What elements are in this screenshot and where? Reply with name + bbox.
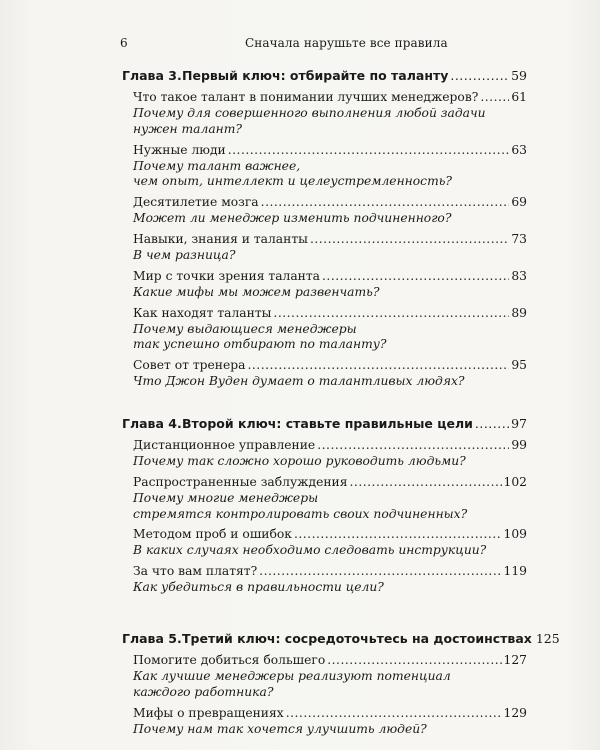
chapter-page-number: 97 (511, 415, 527, 431)
entry-description: Может ли менеджер изменить подчиненного? (133, 211, 452, 226)
chapter-entries (133, 653, 527, 737)
chapter-entries (133, 438, 527, 596)
leader-dots (450, 68, 509, 83)
entry-row (133, 527, 527, 543)
leader-dots (322, 269, 509, 283)
entry-row (133, 269, 527, 285)
toc-entry[interactable] (133, 653, 527, 701)
entry-page-number: 95 (511, 358, 527, 373)
entry-page-number: 89 (511, 305, 527, 320)
entry-row (133, 706, 527, 722)
leader-dots (294, 527, 502, 541)
entry-title: Совет от тренера (133, 358, 246, 373)
toc-entry[interactable] (133, 475, 527, 523)
entry-description: Почему выдающиеся менеджеры (133, 321, 357, 336)
leader-dots (247, 358, 509, 372)
entry-row (133, 90, 527, 106)
chapter-spacer (122, 601, 527, 631)
entry-title: Методом проб и ошибок (133, 527, 292, 542)
page-number: 6 (120, 36, 128, 50)
table-of-contents (122, 68, 560, 742)
entry-title: Мир с точки зрения таланта (133, 268, 321, 283)
entry-page-number: 109 (503, 527, 527, 542)
page-header (105, 36, 510, 52)
entry-page-number: 129 (503, 705, 527, 720)
chapter-label: Глава 5. (122, 630, 182, 646)
entry-page-number: 73 (511, 231, 527, 246)
chapter-entries (133, 90, 527, 390)
entry-description: Как лучшие менеджеры реализуют потенциал (133, 668, 451, 683)
entry-page-number: 99 (511, 437, 527, 452)
chapter-block (122, 630, 560, 737)
leader-dots (261, 195, 510, 209)
entry-page-number: 61 (511, 90, 527, 104)
entry-title: Нужные люди (133, 142, 226, 157)
chapter-block (122, 68, 527, 390)
entry-description: Почему талант важнее, (133, 158, 301, 173)
entry-description: В каких случаях необходимо следовать инструкции? (133, 543, 487, 558)
entry-page-number: 69 (511, 195, 527, 210)
entry-description: Что Джон Вуден думает о талантливых людях? (133, 374, 465, 389)
running-title: Сначала нарушьте все правила (245, 36, 448, 50)
chapter-title: Второй ключ: ставьте правильные цели (182, 415, 473, 431)
entry-description: нужен талант? (133, 121, 243, 136)
entry-description: так успешно отбирают по таланту? (133, 337, 387, 352)
entry-title: Что такое талант в понимании лучших менеджеров? (133, 90, 479, 104)
entry-row (133, 438, 527, 454)
toc-entry[interactable] (133, 306, 527, 354)
entry-title: Распространенные заблуждения (133, 474, 348, 489)
chapter-label: Глава 4. (122, 415, 182, 431)
entry-description: Почему для совершенного выполнения любой задачи (133, 106, 486, 120)
toc-entry[interactable] (133, 195, 527, 227)
leader-dots (327, 653, 501, 667)
entry-title: За что вам платят? (133, 564, 258, 579)
chapter-page-number: 59 (511, 68, 527, 83)
entry-row (133, 195, 527, 211)
chapter-heading[interactable] (122, 416, 527, 432)
entry-title: Навыки, знания и таланты (133, 231, 308, 246)
chapter-page-number: 125 (535, 630, 560, 646)
toc-entry[interactable] (133, 706, 527, 738)
leader-dots (480, 90, 509, 104)
leader-dots (286, 706, 502, 720)
entry-description: стремятся контролировать своих подчиненных? (133, 506, 468, 521)
toc-entry[interactable] (133, 269, 527, 301)
leader-dots (259, 564, 501, 578)
entry-page-number: 83 (511, 268, 527, 283)
entry-description: Какие мифы мы можем развенчать? (133, 284, 380, 299)
entry-description: Почему нам так хочется улучшить людей? (133, 721, 427, 736)
entry-row (133, 232, 527, 248)
chapter-spacer (122, 395, 527, 416)
entry-page-number: 63 (511, 142, 527, 157)
entry-description: Почему многие менеджеры (133, 490, 319, 505)
entry-description: В чем разница? (133, 247, 236, 262)
leader-dots (350, 475, 502, 489)
entry-row (133, 564, 527, 580)
leader-dots (317, 438, 509, 452)
chapter-heading[interactable] (122, 630, 560, 647)
entry-description: Почему так сложно хорошо руководить людьми? (133, 453, 466, 468)
entry-description: чем опыт, интеллект и целеустремленность? (133, 174, 453, 189)
toc-entry[interactable] (133, 527, 527, 559)
entry-title: Помогите добиться большего (133, 652, 326, 667)
toc-entry[interactable] (133, 438, 527, 470)
entry-row (133, 143, 527, 159)
toc-entry[interactable] (133, 143, 527, 191)
entry-title: Дистанционное управление (133, 437, 316, 452)
entry-page-number: 119 (503, 564, 527, 579)
entry-title: Как находят таланты (133, 305, 272, 320)
leader-dots (273, 306, 509, 320)
chapter-title: Третий ключ: сосредоточьтесь на достоинствах (182, 630, 532, 646)
toc-entry[interactable] (133, 358, 527, 390)
entry-description: каждого работника? (133, 684, 274, 699)
chapter-label: Глава 3. (122, 68, 182, 83)
entry-title: Десятилетие мозга (133, 195, 259, 210)
leader-dots (310, 232, 509, 246)
entry-row (133, 358, 527, 374)
chapter-heading[interactable] (122, 68, 527, 84)
entry-title: Мифы о превращениях (133, 705, 284, 720)
entry-description: Как убедиться в правильности цели? (133, 580, 384, 595)
toc-entry[interactable] (133, 564, 527, 596)
entry-row (133, 306, 527, 322)
toc-entry[interactable] (133, 90, 527, 138)
chapter-block (122, 416, 527, 596)
entry-page-number: 127 (503, 652, 527, 667)
chapter-title: Первый ключ: отбирайте по таланту (182, 68, 449, 83)
entry-row (133, 475, 527, 491)
leader-dots (475, 416, 509, 431)
leader-dots (228, 143, 510, 157)
entry-page-number: 102 (503, 474, 527, 489)
entry-row (133, 653, 527, 669)
toc-entry[interactable] (133, 232, 527, 264)
